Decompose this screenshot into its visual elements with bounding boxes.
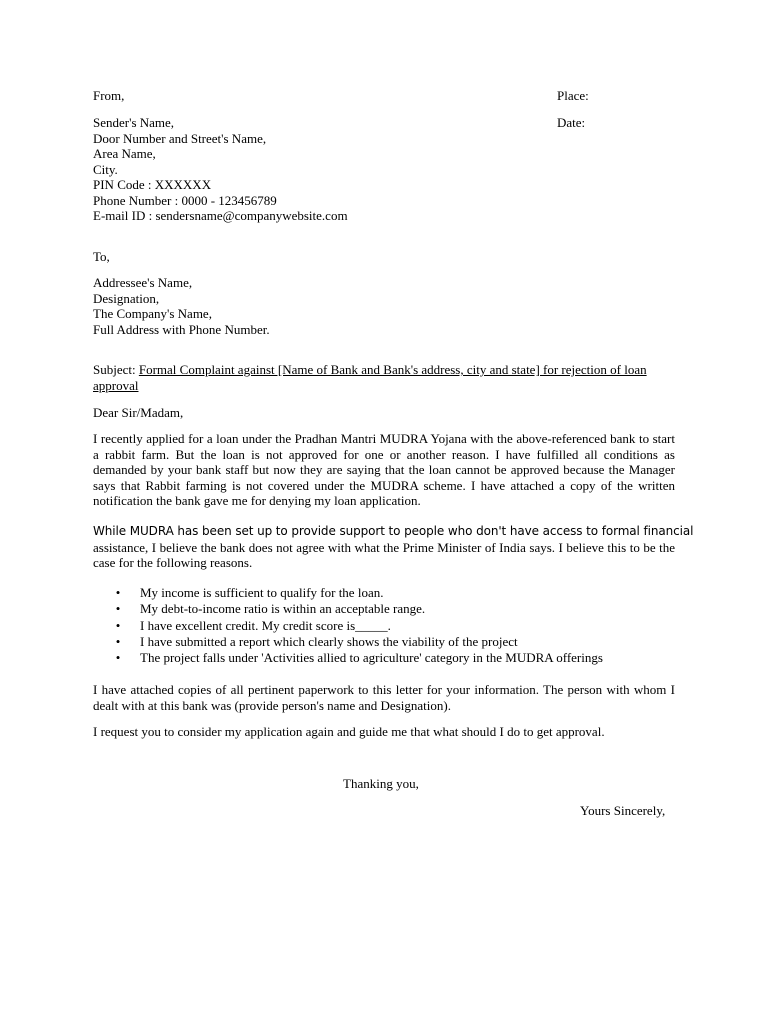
bullet-icon: •	[115, 585, 121, 600]
sender-email: E-mail ID : sendersname@companywebsite.com	[93, 208, 348, 223]
addressee-company: The Company's Name,	[93, 306, 212, 321]
date-label: Date:	[557, 115, 586, 130]
addressee-block	[93, 275, 493, 337]
subject-label: Subject:	[93, 362, 139, 377]
paragraph-mudra-support	[93, 524, 694, 571]
from-label: From,	[93, 88, 125, 103]
reason-text: I have submitted a report which clearly shows the viability of the project	[140, 633, 518, 649]
addressee-address: Full Address with Phone Number.	[93, 321, 270, 337]
list-item	[113, 618, 673, 634]
paragraph-paperwork: I have attached copies of all pertinent paperwork to this letter for your information. The person with whom I dealt with at this bank was (provide person's name and Designation).	[93, 682, 675, 713]
paragraph-mudra-first-line: While MUDRA has been set up to provide support to people who don't have access to formal financial	[93, 524, 694, 538]
sender-address-block	[93, 115, 493, 224]
reasons-list	[113, 585, 673, 666]
list-item	[113, 585, 673, 601]
list-item	[113, 650, 673, 666]
to-label: To,	[93, 249, 110, 264]
paragraph-request: I request you to consider my application again and guide me that what should I do to get approval.	[93, 724, 605, 739]
subject-line	[93, 362, 673, 393]
reason-text: I have excellent credit. My credit score is_____.	[140, 617, 391, 633]
sender-name: Sender's Name,	[93, 115, 175, 130]
paragraph-mudra-rest: assistance, I believe the bank does not agree with what the Prime Minister of India says. I believe this to be the case for the following reasons.	[93, 539, 675, 570]
list-item	[113, 634, 673, 650]
sender-pin: PIN Code : XXXXXX	[93, 177, 212, 192]
bullet-icon: •	[115, 633, 121, 649]
bullet-icon: •	[115, 650, 121, 666]
sign-off: Yours Sincerely,	[580, 803, 666, 818]
place-label: Place:	[557, 88, 589, 103]
paragraph-loan-application: I recently applied for a loan under the Pradhan Mantri MUDRA Yojana with the above-referenced bank to start a rabbit farm. But the loan is not approved for one or another reason. I have fulfilled all conditions as demanded by your bank staff but now they are saying that the loan cannot be approved because the Manager says that Rabbit farming is not covered under the MUDRA scheme. I have attached a copy of the written notification the bank gave me for denying my loan application.	[93, 431, 675, 508]
reason-text: My debt-to-income ratio is within an acceptable range.	[140, 601, 426, 617]
reason-text: The project falls under 'Activities allied to agriculture' category in the MUDRA offerings	[140, 650, 603, 666]
bullet-icon: •	[115, 601, 121, 617]
reason-text: My income is sufficient to qualify for the loan.	[140, 585, 384, 600]
list-item	[113, 601, 673, 617]
sender-phone: Phone Number : 0000 - 123456789	[93, 192, 277, 208]
sender-area: Area Name,	[93, 146, 156, 161]
sender-city: City.	[93, 161, 118, 177]
addressee-name: Addressee's Name,	[93, 275, 193, 290]
bullet-icon: •	[115, 617, 121, 633]
sender-street: Door Number and Street's Name,	[93, 130, 267, 146]
addressee-designation: Designation,	[93, 290, 160, 306]
salutation: Dear Sir/Madam,	[93, 405, 184, 420]
thanking-line: Thanking you,	[343, 776, 419, 791]
subject-text: Formal Complaint against [Name of Bank and Bank's address, city and state] for rejection of loan approval	[93, 362, 647, 393]
